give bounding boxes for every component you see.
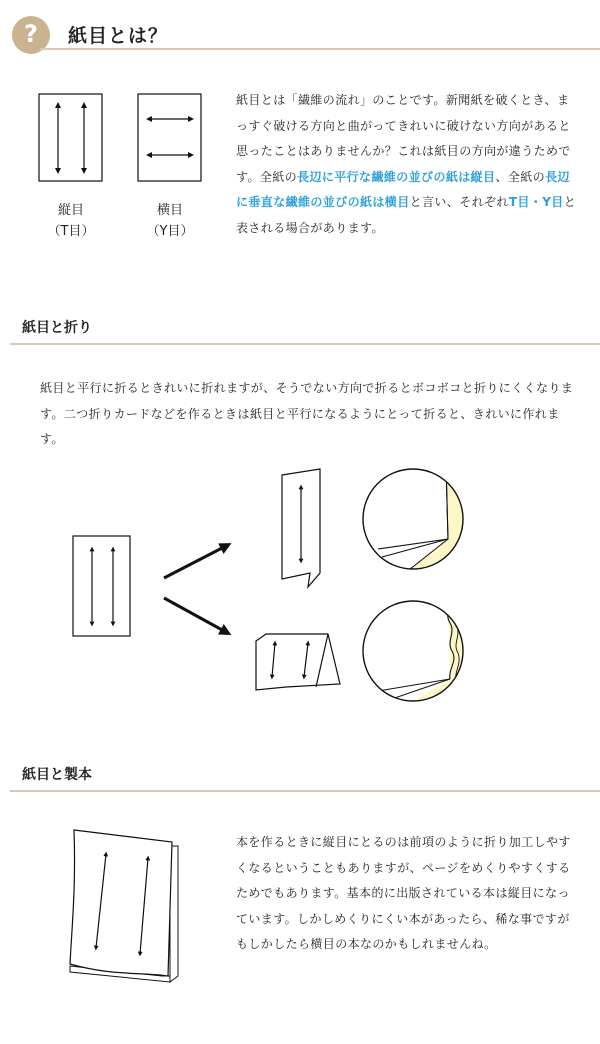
yokome-label: 横目 [156,203,183,218]
page-title: 紙目とは？ [68,25,169,47]
binding-heading: 紙目と製本 [22,767,92,783]
book-diagram [62,826,188,986]
fold-rule [10,343,600,345]
question-icon: ? [24,20,38,48]
fold-heading: 紙目と折り [22,320,92,336]
yokome-diagram [137,93,203,183]
tategami-sub: （T目） [47,224,95,239]
title-rule [40,48,600,50]
binding-text: 本を作るときに縦目にとるのは前項のように折り加工しやすくなるということもありますが、ページをめくりやすくするためでもあります。基本的に出版されている本は縦目になっています。しかしめくりにくい本があったら、稀な事ですがもしかしたら横目の本なのかもしれませんね。 [236,835,571,951]
highlight-tategami: 長辺に平行な繊維の並びの紙は縦目 [297,169,496,184]
highlight-ty: T目・Y目 [508,195,564,209]
intro-paragraph: 紙目とは「繊維の流れ」のことです。新聞紙を破くとき、まっすぐ破ける方向と曲がってきれいに破けない方向があると思ったことはありませんか？これは紙目の方向が違うためです。全紙の長辺に平行な繊維の並びの紙は縦目、全紙の長辺に垂直な繊維の並びの紙は横目と言い、それぞれT目・Y目と表される場合があります。 [236,93,577,235]
highlight-yokome: 長辺に垂直な繊維の並びの紙は横目 [236,169,570,209]
binding-rule [10,790,600,792]
fold-text: 紙目と平行に折るときれいに折れますが、そうでない方向で折るとボコボコと折りにくくなります。二つ折りカードなどを作るときは紙目と平行になるようにとって折ると、きれいに作れます。 [40,381,574,446]
tategami-label: 縦目 [57,203,84,218]
tategami-diagram [38,93,104,183]
yokome-sub: （Y目） [146,224,194,239]
fold-diagram [60,465,510,715]
